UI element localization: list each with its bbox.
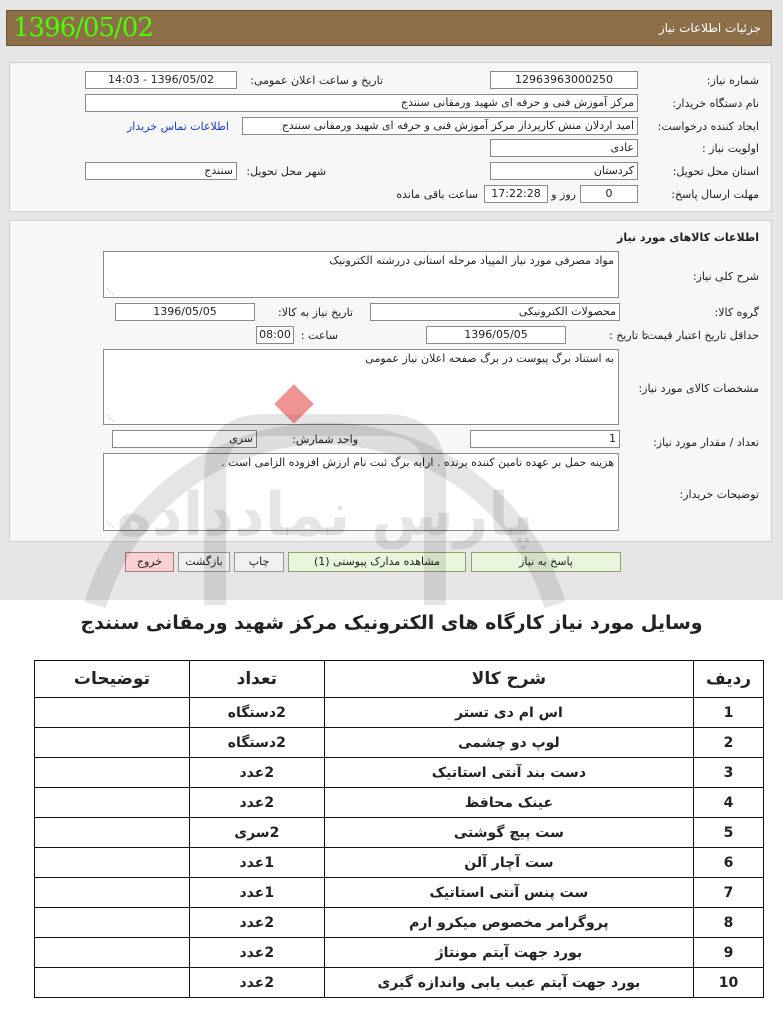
notes-cell: [35, 968, 190, 998]
priority-label: اولويت نياز :: [701, 142, 759, 155]
buyer-name-field: مرکز آموزش فنی و حرفه ای شهید ورمقانی سنندج: [85, 94, 638, 112]
buyer-notes-text: هزینه حمل بر عهده تامین کننده برنده . ارایه برگ ثبت نام ارزش افزوده الزامی است .: [221, 456, 614, 469]
row-number-cell: 3: [694, 758, 764, 788]
quantity-cell: 2سری: [189, 818, 324, 848]
days-unit-label: روز و: [551, 188, 576, 201]
general-desc-text: مواد مصرفی مورد نیاز المپیاد مرحله استانی دررشته الکترونیک: [329, 254, 614, 267]
resize-grip-icon: ⋰: [106, 287, 114, 296]
days-remaining-field: 0: [580, 185, 638, 203]
city-field: سنندج: [85, 162, 237, 180]
time-unit-label: ساعت باقی مانده: [396, 188, 478, 201]
resize-grip-icon: ⋰: [106, 414, 114, 423]
quantity-cell: 2عدد: [189, 788, 324, 818]
specs-text: به استناد برگ پیوست در برگ صفحه اعلان نیاز عمومی: [365, 352, 614, 365]
row-number-cell: 2: [694, 728, 764, 758]
notes-cell: [35, 848, 190, 878]
table-row: [35, 698, 764, 728]
general-desc-label: شرح کلی نياز:: [692, 270, 759, 283]
table-row: [35, 818, 764, 848]
goods-group-field: محصولات الکترونیکی: [370, 303, 620, 321]
notes-cell: [35, 698, 190, 728]
item-description-cell: اس ام دی تستر: [324, 698, 693, 728]
table-row: [35, 848, 764, 878]
goods-section-title: اطلاعات کالاهای مورد نياز: [617, 231, 759, 244]
quantity-cell: 2دستگاه: [189, 728, 324, 758]
exit-button[interactable]: خروج: [125, 552, 174, 572]
quantity-cell: 2عدد: [189, 758, 324, 788]
table-row: [35, 908, 764, 938]
quantity-cell: 2عدد: [189, 938, 324, 968]
creator-label: ايجاد کننده درخواست:: [657, 120, 759, 133]
deadline-label: مهلت ارسال پاسخ:: [671, 188, 759, 201]
column-header-row-no: ردیف: [694, 661, 764, 698]
need-date-label: تاريخ نياز به کالا:: [278, 306, 353, 319]
print-button[interactable]: چاپ: [234, 552, 284, 572]
back-button[interactable]: بازگشت: [178, 552, 230, 572]
notes-cell: [35, 758, 190, 788]
item-description-cell: دست بند آنتی استاتیک: [324, 758, 693, 788]
table-row: [35, 788, 764, 818]
table-row: [35, 938, 764, 968]
table-row: [35, 878, 764, 908]
item-description-cell: ست پیچ گوشتی: [324, 818, 693, 848]
announce-date-label: تاريخ و ساعت اعلان عمومی:: [250, 74, 383, 87]
item-description-cell: عینک محافظ: [324, 788, 693, 818]
city-label: شهر محل تحويل:: [246, 165, 326, 178]
hour-label: ساعت :: [300, 329, 338, 342]
row-number-cell: 5: [694, 818, 764, 848]
item-description-cell: لوپ دو چشمی: [324, 728, 693, 758]
buyer-notes-field: [103, 453, 619, 531]
item-description-cell: بورد جهت آیتم عیب یابی واندازه گیری: [324, 968, 693, 998]
quantity-label: تعداد / مقدار مورد نياز:: [653, 436, 759, 449]
quantity-cell: 2دستگاه: [189, 698, 324, 728]
row-number-cell: 7: [694, 878, 764, 908]
quantity-cell: 2عدد: [189, 908, 324, 938]
goods-group-label: گروه کالا:: [714, 306, 759, 319]
creator-field: امید اردلان منش کارپرداز مرکز آموزش فنی و حرفه ای شهید ورمقانی سنندج: [242, 117, 638, 135]
notes-cell: [35, 908, 190, 938]
row-number-cell: 6: [694, 848, 764, 878]
items-table: [34, 660, 764, 998]
notes-cell: [35, 818, 190, 848]
need-number-label: شماره نياز:: [706, 74, 759, 87]
province-label: استان محل تحويل:: [672, 165, 759, 178]
header-date: 1396/05/02: [13, 13, 153, 43]
buyer-name-label: نام دستگاه خريدار:: [672, 97, 759, 110]
row-number-cell: 8: [694, 908, 764, 938]
item-description-cell: پروگرامر مخصوص میکرو ارم: [324, 908, 693, 938]
to-date-label: تا تاريخ :: [609, 329, 648, 342]
table-header-row: [35, 661, 764, 698]
price-validity-label: حداقل تاريخ اعتبار قيمت:: [643, 329, 759, 342]
row-number-cell: 9: [694, 938, 764, 968]
row-number-cell: 1: [694, 698, 764, 728]
unit-label: واحد شمارش:: [292, 433, 358, 446]
item-description-cell: بورد جهت آیتم مونتاژ: [324, 938, 693, 968]
column-header-qty: تعداد: [189, 661, 324, 698]
time-remaining-field: 17:22:28: [484, 185, 548, 203]
item-description-cell: ست پنس آنتی استاتیک: [324, 878, 693, 908]
column-header-notes: توضیحات: [35, 661, 190, 698]
notes-cell: [35, 878, 190, 908]
table-row: [35, 728, 764, 758]
notes-cell: [35, 728, 190, 758]
row-number-cell: 10: [694, 968, 764, 998]
need-date-field: 1396/05/05: [115, 303, 255, 321]
document-title: وسایل مورد نیاز کارگاه های الکترونیک مرکز شهید ورمقانی سنندج: [80, 612, 703, 634]
hour-field: 08:00: [256, 326, 294, 344]
province-field: کردستان: [490, 162, 638, 180]
specs-label: مشخصات کالای مورد نياز:: [638, 382, 759, 395]
notes-cell: [35, 938, 190, 968]
general-desc-field: [103, 251, 619, 298]
quantity-cell: 2عدد: [189, 968, 324, 998]
item-description-cell: ست آچار آلن: [324, 848, 693, 878]
buyer-contact-link[interactable]: اطلاعات تماس خريدار: [127, 120, 229, 133]
quantity-cell: 1عدد: [189, 848, 324, 878]
quantity-field: 1: [470, 430, 620, 448]
unit-field: سری: [112, 430, 257, 448]
announce-date-field: 1396/05/02 - 14:03: [85, 71, 237, 89]
attachments-button[interactable]: مشاهده مدارک پيوستی (1): [288, 552, 466, 572]
table-row: [35, 758, 764, 788]
column-header-item: شرح کالا: [324, 661, 693, 698]
header-title: جزئيات اطلاعات نياز: [658, 21, 761, 35]
need-number-field: 12963963000250: [490, 71, 638, 89]
table-row: [35, 968, 764, 998]
buyer-notes-label: توضيحات خريدار:: [679, 488, 759, 501]
reply-button[interactable]: پاسخ به نياز: [471, 552, 621, 572]
row-number-cell: 4: [694, 788, 764, 818]
quantity-cell: 1عدد: [189, 878, 324, 908]
to-date-field: 1396/05/05: [426, 326, 566, 344]
priority-field: عادی: [490, 139, 638, 157]
header-bar: [6, 10, 772, 46]
resize-grip-icon: ⋰: [106, 520, 114, 529]
notes-cell: [35, 788, 190, 818]
specs-field: [103, 349, 619, 425]
